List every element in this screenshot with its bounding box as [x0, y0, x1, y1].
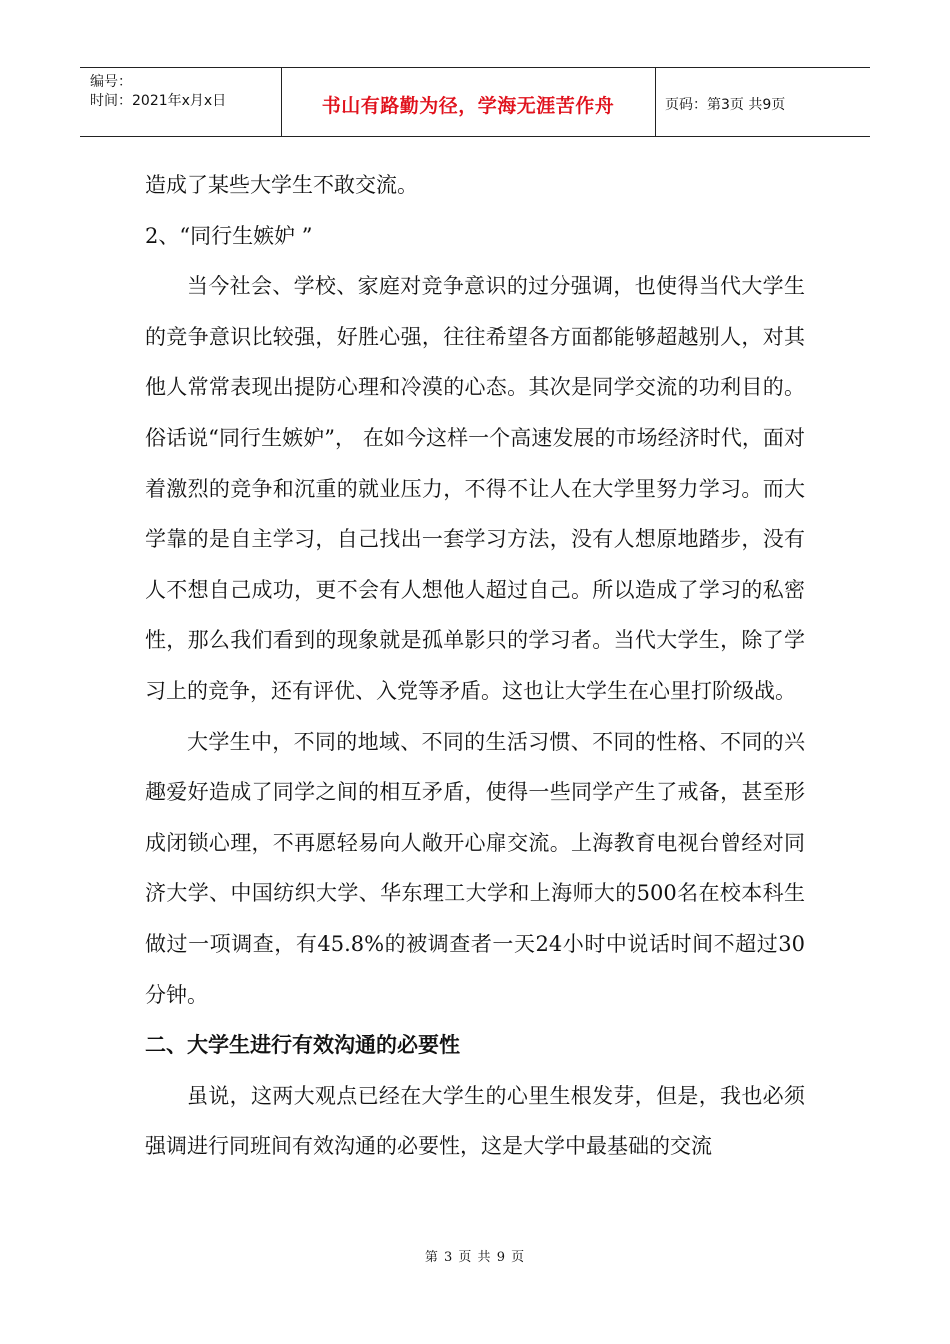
- document-time-label: 时间：2021年x月x日: [90, 93, 227, 109]
- paragraph: 当今社会、学校、家庭对竞争意识的过分强调，也使得当代大学生的竞争意识比较强，好胜心强，往往希望各方面都能够超越别人，对其他人常常表现出提防心理和冷漠的心态。其次是同学交流的功利目的。俗话说“同行生嫉妒”， 在如今这样一个高速发展的市场经济时代，面对着激烈的竞争和沉重的就业压力，不得不让人在大学里努力学习。而大学靠的是自主学习，自己找出一套学习方法，没有人想原地踏步，没有人不想自己成功，更不会有人想他人超过自己。所以造成了学习的私密性，那么我们看到的现象就是孤单影只的学习者。当代大学生，除了学习上的竞争，还有评优、入党等矛盾。这也让大学生在心里打阶级战。: [145, 274, 805, 703]
- page-footer: 第 3 页 共 9 页: [424, 1250, 526, 1265]
- header-page-number: 页码：第3页 共9页: [665, 97, 786, 113]
- subheading: 2、“同行生嫉妒 ”: [145, 223, 313, 248]
- document-body: [145, 160, 805, 1172]
- header-meta: [90, 73, 226, 111]
- paragraph: 虽说，这两大观点已经在大学生的心里生根发芽，但是，我也必须强调进行同班间有效沟通的必要性，这是大学中最基础的交流: [145, 1083, 805, 1159]
- paragraph: 大学生中，不同的地域、不同的生活习惯、不同的性格、不同的兴趣爱好造成了同学之间的相互矛盾，使得一些同学产生了戒备，甚至形成闭锁心理，不再愿轻易向人敞开心扉交流。上海教育电视台曾经对同济大学、中国纺织大学、华东理工大学和上海师大的500名在校本科生做过一项调查，有45.8%的被调查者一天24小时中说话时间不超过30分钟。: [145, 729, 805, 1007]
- header-divider: [655, 68, 656, 136]
- document-number-label: 编号：: [90, 74, 132, 90]
- section-heading: 二、大学生进行有效沟通的必要性: [145, 1033, 460, 1058]
- page-header: [80, 67, 870, 137]
- header-motto: 书山有路勤为径，学海无涯苦作舟: [321, 95, 615, 117]
- paragraph: 造成了某些大学生不敢交流。: [145, 173, 418, 197]
